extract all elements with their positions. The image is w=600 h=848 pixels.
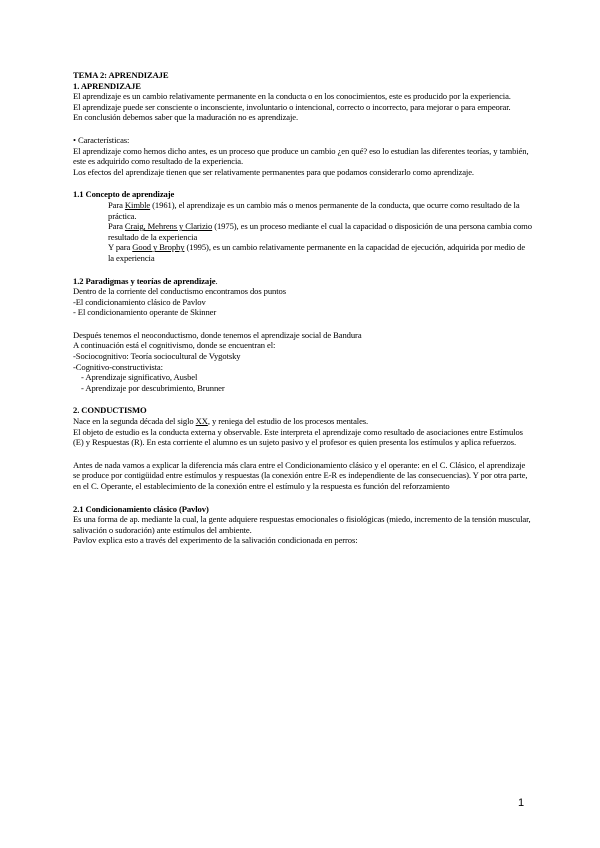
list-item: - El condicionamiento operante de Skinner xyxy=(73,307,217,318)
paragraph: Antes de nada vamos a explicar la diferencia más clara entre el Condicionamiento clásico y el operante: en el C. Clásico, el aprendizaje se produce por contigüidad entre estímulos y respuestas (la conexión entre E-R es independiente de las consecuencias). Y por otra parte, en el C. Operante, el establecimiento de la conexión entre el estímulo y la respuesta es función del reforzamiento xyxy=(73,459,528,491)
paragraph: El aprendizaje como hemos dicho antes, es un proceso que produce un cambio ¿en qué? eso lo estudian las diferentes teorías, y también, este es adquirido como resultado de la experiencia. xyxy=(73,145,529,167)
characteristics-label: • Características: xyxy=(73,134,130,145)
section-heading: 2. CONDUCTISMO xyxy=(73,405,147,416)
paragraph: A continuación está el cognitivismo, donde se encuentran el: xyxy=(73,340,276,351)
definition-craig: Para Craig, Mehrens y Clarizio (1975), es un proceso mediante el cual la capacidad o disposición de una persona cambia como resultado de la experiencia xyxy=(108,221,532,242)
paragraph: Después tenemos el neoconductismo, donde tenemos el aprendizaje social de Bandura xyxy=(73,329,362,340)
section-heading: 1. APRENDIZAJE xyxy=(73,80,141,91)
subsection-heading: 2.1 Condicionamiento clásico (Pavlov) xyxy=(73,503,209,514)
doc-title: TEMA 2: APRENDIZAJE xyxy=(73,70,169,80)
paragraph: Dentro de la corriente del conductismo encontramos dos puntos xyxy=(73,286,286,297)
paragraph: El aprendizaje es un cambio relativamente permanente en la conducta o en los conocimientos, este es producido por la experiencia. xyxy=(73,91,511,102)
definition-kimble: Para Kimble (1961), el aprendizaje es un cambio más o menos permanente de la conducta, que ocurre como resultado de la práctica. xyxy=(108,199,520,221)
list-item: -El condicionamiento clásico de Pavlov xyxy=(73,296,206,307)
paragraph: El objeto de estudio es la conducta externa y observable. Este interpreta el aprendizaje como resultado de asociaciones entre Estímulos (E) y Respuestas (R). En esta corriente el alumno es un sujeto pasivo y el profesor es quien presenta los estímulos y aplica refuerzos. xyxy=(73,426,523,448)
paragraph: Es una forma de ap. mediante la cual, la gente adquiere respuestas emocionales o fisiológicas (miedo, incremento de la tensión muscular, salivación o sudoración) ante estímulos del ambiente. xyxy=(73,514,531,535)
paragraph: En conclusión debemos saber que la maduración no es aprendizaje. xyxy=(73,112,299,123)
subsection-heading: 1.2 Paradigmas y teorías de aprendizaje. xyxy=(73,275,218,286)
list-item: - Aprendizaje significativo, Ausbel xyxy=(81,372,198,383)
list-item: -Cognitivo-constructivista: xyxy=(73,361,163,372)
paragraph: Pavlov explica esto a través del experimento de la salivación condicionada en perros: xyxy=(73,535,358,546)
author-ref: Good y Brophy xyxy=(132,242,185,253)
paragraph: Nace en la segunda década del siglo XX, y reniega del estudio de los procesos mentales. xyxy=(73,416,369,427)
paragraph: Los efectos del aprendizaje tienen que ser relativamente permanentes para que podamos considerarlo como aprendizaje. xyxy=(73,166,474,177)
page-number: 1 xyxy=(518,797,525,809)
subsection-heading: 1.1 Concepto de aprendizaje xyxy=(73,189,175,200)
paragraph: El aprendizaje puede ser consciente o inconsciente, involuntario o intencional, correcto o incorrecto, para mejorar o para empeorar. xyxy=(73,101,511,112)
author-ref: Kimble xyxy=(124,199,151,210)
author-ref: Craig, Mehrens y Clarizio xyxy=(124,221,213,232)
list-item: -Sociocognitivo: Teoría sociocultural de Vygotsky xyxy=(73,351,241,362)
definition-good-brophy: Y para Good y Brophy (1995), es un cambio relativamente permanente en la capacidad de ejecución, adquirida por medio de la experiencia xyxy=(108,242,526,263)
list-item: - Aprendizaje por descubrimiento, Brunner xyxy=(81,382,225,393)
document-body xyxy=(73,70,533,546)
